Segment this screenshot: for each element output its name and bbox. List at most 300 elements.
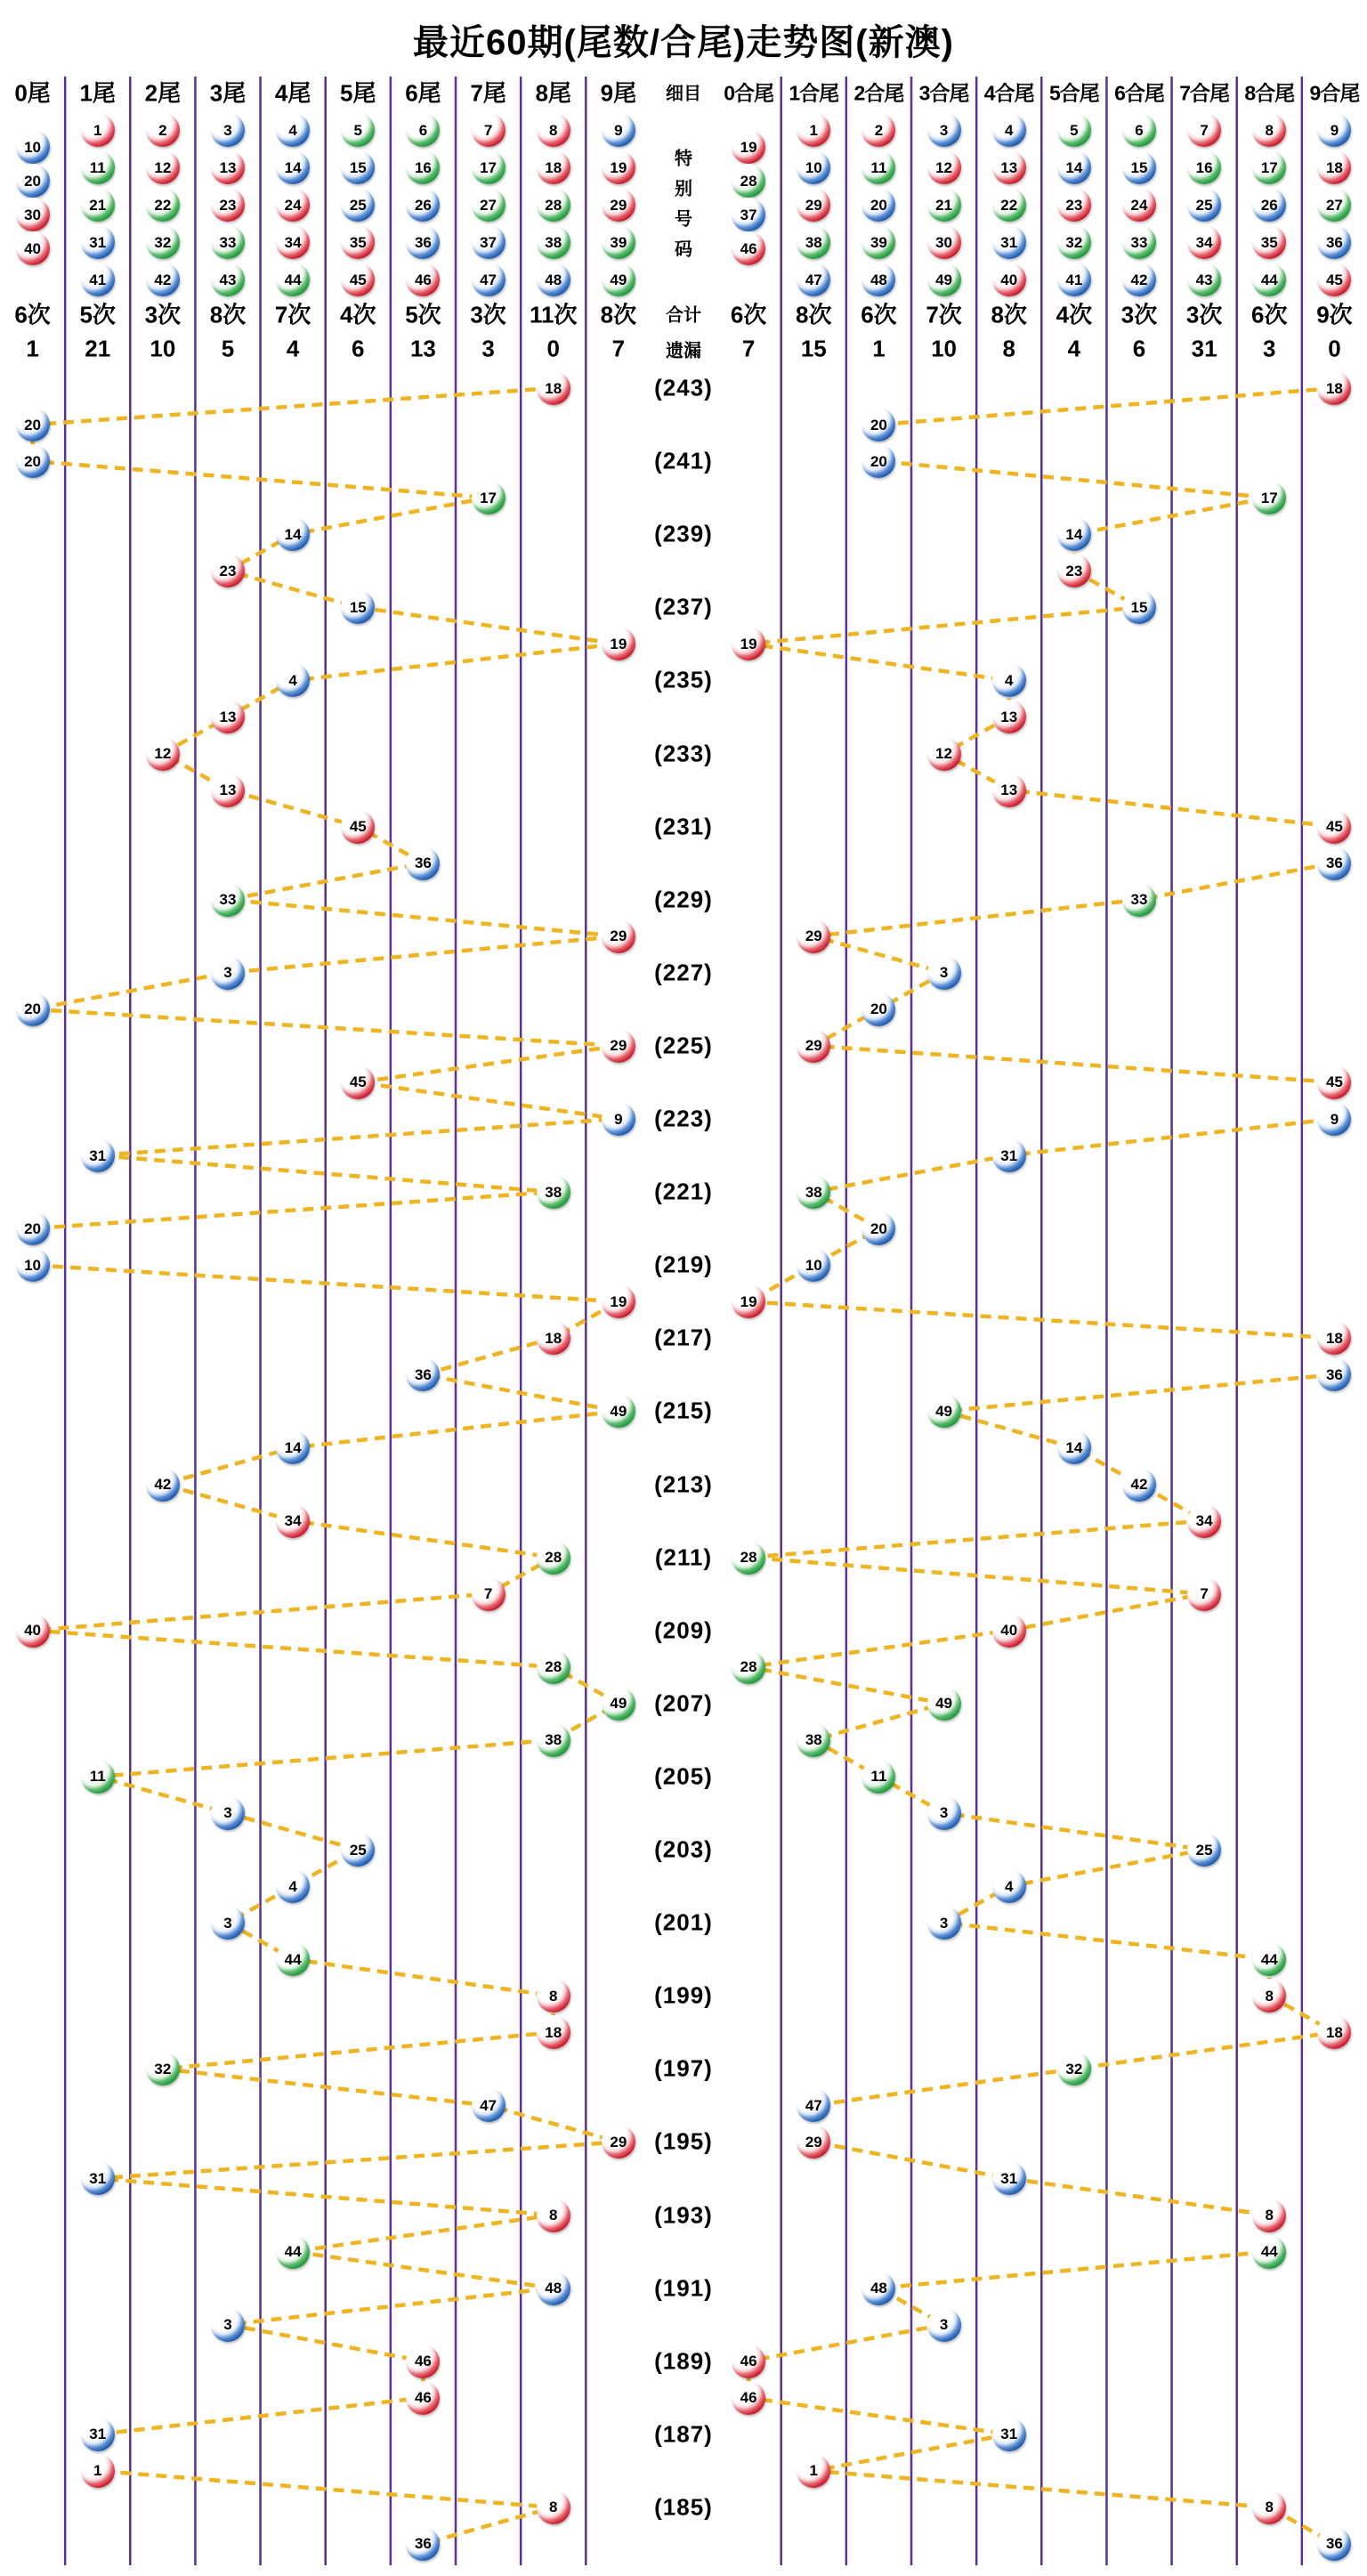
column-header-tail-7: 7尾: [470, 79, 506, 107]
legend-ball: 45: [341, 263, 375, 296]
sum-miss-cell: 31: [1191, 335, 1217, 362]
draw-ball-tail: 8: [537, 2199, 570, 2232]
period-label: (205): [654, 1762, 713, 1790]
draw-ball-tail: 20: [16, 444, 50, 478]
legend-ball: 37: [732, 198, 765, 231]
draw-ball-sumtail: 7: [1187, 1577, 1221, 1611]
draw-ball-sumtail: 13: [992, 700, 1026, 733]
legend-ball: 22: [992, 188, 1026, 222]
tail-miss-cell: 0: [546, 335, 560, 362]
legend-ball: 19: [602, 150, 635, 184]
legend-ball: 13: [211, 150, 245, 184]
legend-ball: 41: [81, 263, 115, 296]
legend-ball: 39: [861, 225, 895, 259]
draw-ball-tail: 23: [211, 554, 245, 587]
tail-count-cell: 3次: [470, 301, 506, 328]
legend-ball: 48: [537, 263, 570, 296]
period-label: (193): [654, 2201, 713, 2228]
sum-count-cell: 8次: [991, 301, 1027, 328]
period-label: (239): [654, 520, 713, 547]
draw-ball-sumtail: 36: [1317, 847, 1351, 880]
legend-ball: 2: [861, 113, 895, 147]
legend-ball: 27: [472, 188, 506, 222]
legend-ball: 38: [797, 225, 830, 259]
draw-ball-tail: 46: [406, 2381, 440, 2415]
draw-ball-tail: 42: [146, 1468, 180, 1502]
legend-ball: 41: [1057, 263, 1091, 296]
period-label: (187): [654, 2420, 713, 2448]
draw-ball-tail: 20: [16, 992, 50, 1026]
legend-ball: 16: [1187, 150, 1221, 184]
legend-ball: 24: [276, 188, 310, 222]
column-header-sum-7: 7合尾: [1179, 81, 1230, 105]
draw-ball-tail: 14: [276, 1430, 310, 1464]
legend-ball: 19: [732, 130, 765, 164]
tail-count-cell: 5次: [405, 301, 441, 328]
legend-ball: 12: [146, 150, 180, 184]
legend-ball: 35: [1252, 225, 1286, 259]
draw-ball-sumtail: 23: [1057, 554, 1091, 587]
draw-ball-tail: 36: [406, 1357, 440, 1391]
draw-ball-sumtail: 8: [1252, 2491, 1286, 2524]
sum-miss-cell: 6: [1132, 335, 1146, 362]
legend-ball: 5: [341, 113, 375, 147]
period-label: (195): [654, 2127, 713, 2155]
sum-miss-cell: 0: [1328, 335, 1341, 362]
column-header-sum-9: 9合尾: [1309, 81, 1360, 105]
legend-ball: 6: [406, 113, 440, 147]
legend-ball: 36: [406, 225, 440, 259]
draw-ball-sumtail: 20: [861, 992, 895, 1026]
period-label: (207): [654, 1689, 713, 1717]
draw-ball-sumtail: 14: [1057, 517, 1091, 551]
legend-ball: 39: [602, 225, 635, 259]
legend-ball: 20: [861, 188, 895, 222]
draw-ball-sumtail: 3: [927, 2308, 961, 2342]
legend-ball: 47: [472, 263, 506, 296]
draw-ball-sumtail: 18: [1317, 1321, 1351, 1355]
sum-miss-cell: 1: [872, 335, 886, 362]
draw-ball-sumtail: 46: [732, 2381, 765, 2415]
tail-count-cell: 3次: [144, 301, 182, 328]
draw-ball-tail: 3: [211, 956, 245, 990]
draw-ball-tail: 3: [211, 1906, 245, 1940]
draw-ball-sumtail: 31: [992, 1138, 1026, 1172]
sum-miss-cell: 4: [1067, 335, 1081, 362]
legend-ball: 42: [1122, 263, 1156, 296]
tail-miss-cell: 13: [409, 335, 436, 362]
legend-ball: 31: [992, 225, 1026, 259]
draw-ball-sumtail: 4: [992, 663, 1026, 697]
legend-ball: 43: [1187, 263, 1221, 296]
period-label: (235): [654, 666, 713, 693]
draw-ball-tail: 9: [602, 1102, 635, 1136]
legend-ball: 34: [1187, 225, 1221, 259]
sum-count-cell: 3次: [1185, 301, 1223, 328]
draw-ball-sumtail: 8: [1252, 1979, 1286, 2013]
period-label: (221): [654, 1178, 713, 1205]
draw-ball-tail: 45: [341, 810, 375, 844]
period-label: (219): [654, 1251, 713, 1278]
period-label: (191): [654, 2274, 713, 2302]
draw-ball-tail: 18: [537, 371, 570, 405]
draw-ball-tail: 19: [602, 1284, 635, 1318]
legend-ball: 6: [1122, 113, 1156, 147]
draw-ball-tail: 15: [341, 590, 375, 624]
draw-ball-sumtail: 4: [992, 1869, 1026, 1903]
draw-ball-tail: 34: [276, 1504, 310, 1538]
draw-ball-sumtail: 28: [732, 1541, 765, 1575]
column-header-sum-1: 1合尾: [789, 81, 839, 105]
draw-ball-sumtail: 46: [732, 2345, 765, 2378]
legend-ball: 3: [927, 113, 961, 147]
legend-ball: 17: [472, 150, 506, 184]
draw-ball-tail: 13: [211, 700, 245, 733]
draw-ball-sumtail: 44: [1252, 1942, 1286, 1976]
sum-count-cell: 9次: [1316, 301, 1353, 328]
draw-ball-sumtail: 31: [992, 2418, 1026, 2451]
tail-miss-cell: 3: [481, 335, 495, 362]
draw-ball-tail: 25: [341, 1833, 375, 1867]
draw-ball-tail: 31: [81, 2161, 115, 2195]
period-label: (227): [654, 959, 713, 986]
column-header-detail: 细目: [666, 84, 701, 104]
draw-ball-sumtail: 19: [732, 1284, 765, 1318]
draw-ball-sumtail: 20: [861, 1211, 895, 1245]
draw-ball-tail: 4: [276, 663, 310, 697]
draw-ball-sumtail: 13: [992, 774, 1026, 807]
period-label: (229): [654, 886, 713, 913]
draw-ball-sumtail: 18: [1317, 371, 1351, 405]
draw-ball-tail: 18: [537, 1321, 570, 1355]
draw-ball-sumtail: 20: [861, 408, 895, 441]
legend-ball: 9: [1317, 113, 1351, 147]
legend-ball: 31: [81, 225, 115, 259]
legend-ball: 25: [1187, 188, 1221, 222]
legend-ball: 11: [81, 150, 115, 184]
legend-ball: 25: [341, 188, 375, 222]
legend-ball: 32: [1057, 225, 1091, 259]
draw-ball-sumtail: 28: [732, 1650, 765, 1684]
legend-ball: 28: [537, 188, 570, 222]
legend-ball: 36: [1317, 225, 1351, 259]
draw-ball-tail: 36: [406, 2527, 440, 2561]
column-header-tail-8: 8尾: [535, 79, 571, 107]
legend-ball: 29: [797, 188, 830, 222]
column-header-tail-0: 0尾: [14, 79, 51, 107]
draw-ball-sumtail: 15: [1122, 590, 1156, 624]
draw-ball-tail: 20: [16, 1211, 50, 1245]
draw-ball-sumtail: 3: [927, 956, 961, 990]
legend-ball: 33: [1122, 225, 1156, 259]
draw-ball-sumtail: 12: [927, 737, 961, 771]
legend-ball: 38: [537, 225, 570, 259]
draw-ball-tail: 7: [472, 1577, 506, 1611]
column-header-tail-6: 6尾: [405, 79, 441, 107]
draw-ball-sumtail: 36: [1317, 2527, 1351, 2561]
sum-count-cell: 3次: [1120, 301, 1158, 328]
column-header-tail-9: 9尾: [600, 79, 637, 107]
legend-ball: 8: [1252, 113, 1286, 147]
legend-ball: 2: [146, 113, 180, 147]
legend-ball: 15: [341, 150, 375, 184]
draw-ball-sumtail: 49: [927, 1394, 961, 1428]
legend-ball: 29: [602, 188, 635, 222]
draw-ball-sumtail: 9: [1317, 1102, 1351, 1136]
period-label: (217): [654, 1324, 713, 1351]
draw-ball-sumtail: 44: [1252, 2235, 1286, 2269]
legend-ball: 37: [472, 225, 506, 259]
draw-ball-sumtail: 34: [1187, 1504, 1221, 1538]
draw-ball-sumtail: 1: [797, 2454, 830, 2488]
draw-ball-tail: 31: [81, 2418, 115, 2451]
draw-ball-sumtail: 38: [797, 1723, 830, 1757]
legend-ball: 30: [16, 198, 50, 231]
legend-ball: 12: [927, 150, 961, 184]
legend-ball: 44: [1252, 263, 1286, 296]
legend-ball: 43: [211, 263, 245, 296]
draw-ball-sumtail: 31: [992, 2161, 1026, 2195]
draw-ball-tail: 40: [16, 1614, 50, 1648]
draw-ball-tail: 29: [602, 2125, 635, 2159]
legend-ball: 26: [406, 188, 440, 222]
draw-ball-sumtail: 42: [1122, 1468, 1156, 1502]
period-label: (209): [654, 1616, 713, 1644]
legend-ball: 1: [797, 113, 830, 147]
legend-ball: 30: [927, 225, 961, 259]
draw-ball-tail: 32: [146, 2052, 180, 2086]
draw-ball-tail: 11: [81, 1760, 115, 1794]
legend-ball: 13: [992, 150, 1026, 184]
draw-ball-tail: 49: [602, 1687, 635, 1721]
draw-ball-sumtail: 3: [927, 1796, 961, 1830]
draw-ball-tail: 49: [602, 1394, 635, 1428]
tail-miss-cell: 6: [352, 335, 365, 362]
draw-ball-tail: 31: [81, 1138, 115, 1172]
draw-ball-sumtail: 18: [1317, 2015, 1351, 2049]
page-title: 最近60期(尾数/合尾)走势图(新澳): [413, 23, 954, 62]
sum-count-cell: 6次: [730, 301, 767, 328]
period-label: (201): [654, 1908, 713, 1936]
legend-ball: 44: [276, 263, 310, 296]
draw-ball-sumtail: 29: [797, 1029, 830, 1063]
column-header-sum-6: 6合尾: [1114, 81, 1164, 105]
sum-count-cell: 7次: [926, 301, 962, 328]
column-header-tail-5: 5尾: [340, 79, 376, 107]
legend-ball: 45: [1317, 263, 1351, 296]
legend-ball: 46: [406, 263, 440, 296]
tail-count-cell: 6次: [14, 301, 51, 328]
draw-ball-tail: 18: [537, 2015, 570, 2049]
legend-ball: 5: [1057, 113, 1091, 147]
draw-ball-tail: 29: [602, 919, 635, 953]
draw-ball-tail: 48: [537, 2272, 570, 2305]
period-label: (189): [654, 2347, 713, 2375]
draw-ball-tail: 28: [537, 1650, 570, 1684]
sum-miss-cell: 15: [800, 335, 827, 362]
column-header-tail-3: 3尾: [209, 79, 247, 107]
sum-count-cell: 6次: [861, 301, 897, 328]
legend-ball: 7: [1187, 113, 1221, 147]
tail-miss-cell: 4: [286, 335, 300, 362]
legend-ball: 10: [16, 130, 50, 164]
tail-miss-cell: 10: [150, 335, 176, 362]
draw-ball-tail: 13: [211, 774, 245, 807]
legend-ball: 47: [797, 263, 830, 296]
special-number-label-char: 特: [675, 149, 692, 169]
tail-miss-cell: 1: [26, 335, 39, 362]
column-header-tail-4: 4尾: [274, 79, 311, 107]
period-label: (215): [654, 1397, 713, 1424]
sum-miss-cell: 7: [741, 335, 756, 362]
tail-count-cell: 8次: [600, 301, 637, 328]
draw-ball-sumtail: 29: [797, 2125, 830, 2159]
legend-ball: 21: [81, 188, 115, 222]
draw-ball-sumtail: 36: [1317, 1357, 1351, 1391]
legend-ball: 16: [406, 150, 440, 184]
legend-ball: 4: [992, 113, 1026, 147]
legend-ball: 40: [992, 263, 1026, 296]
legend-ball: 34: [276, 225, 310, 259]
column-header-tail-1: 1尾: [79, 79, 116, 107]
legend-ball: 48: [861, 263, 895, 296]
sum-miss-cell: 3: [1263, 335, 1276, 362]
draw-ball-sumtail: 8: [1252, 2199, 1286, 2232]
draw-ball-sumtail: 45: [1317, 1065, 1351, 1099]
special-number-label-char: 码: [675, 239, 692, 260]
draw-ball-sumtail: 3: [927, 1906, 961, 1940]
period-label: (223): [654, 1105, 713, 1132]
legend-ball: 18: [1317, 150, 1351, 184]
legend-ball: 26: [1252, 188, 1286, 222]
legend-ball: 21: [927, 188, 961, 222]
legend-ball: 23: [1057, 188, 1091, 222]
draw-ball-sumtail: 20: [861, 444, 895, 478]
sum-miss-cell: 10: [931, 335, 958, 362]
draw-ball-tail: 45: [341, 1065, 375, 1099]
total-row-label: 合计: [666, 305, 701, 326]
period-label: (199): [654, 1981, 713, 2009]
legend-ball: 8: [537, 113, 570, 147]
draw-ball-sumtail: 40: [992, 1614, 1026, 1648]
legend-ball: 28: [732, 164, 765, 198]
draw-ball-sumtail: 38: [797, 1175, 830, 1209]
draw-ball-tail: 38: [537, 1723, 570, 1757]
legend-ball: 15: [1122, 150, 1156, 184]
column-header-sum-5: 5合尾: [1048, 81, 1099, 105]
draw-ball-sumtail: 47: [797, 2088, 830, 2122]
draw-ball-tail: 3: [211, 1796, 245, 1830]
legend-ball: 18: [537, 150, 570, 184]
draw-ball-tail: 8: [537, 1979, 570, 2013]
draw-ball-tail: 33: [211, 883, 245, 917]
column-header-sum-0: 0合尾: [724, 81, 774, 105]
legend-ball: 1: [81, 113, 115, 147]
legend-ball: 3: [211, 113, 245, 147]
draw-ball-sumtail: 19: [732, 627, 765, 660]
tail-miss-cell: 7: [611, 335, 626, 362]
period-label: (243): [654, 374, 713, 401]
tail-count-cell: 8次: [209, 301, 247, 328]
legend-ball: 23: [211, 188, 245, 222]
column-header-sum-2: 2合尾: [853, 81, 904, 105]
draw-ball-tail: 4: [276, 1869, 310, 1903]
draw-ball-tail: 14: [276, 517, 310, 551]
legend-ball: 22: [146, 188, 180, 222]
legend-ball: 32: [146, 225, 180, 259]
draw-ball-tail: 46: [406, 2345, 440, 2378]
period-label: (233): [654, 740, 713, 766]
sum-count-cell: 4次: [1056, 301, 1093, 328]
legend-ball: 49: [927, 263, 961, 296]
legend-ball: 33: [211, 225, 245, 259]
sum-count-cell: 6次: [1251, 301, 1288, 328]
draw-ball-tail: 28: [537, 1541, 570, 1575]
draw-ball-tail: 44: [276, 2235, 310, 2269]
period-label: (241): [654, 447, 713, 474]
draw-ball-sumtail: 17: [1252, 481, 1286, 514]
draw-ball-tail: 47: [472, 2088, 506, 2122]
legend-ball: 27: [1317, 188, 1351, 222]
legend-ball: 35: [341, 225, 375, 259]
draw-ball-tail: 8: [537, 2491, 570, 2524]
draw-ball-sumtail: 49: [927, 1687, 961, 1721]
draw-ball-tail: 20: [16, 408, 50, 441]
tail-count-cell: 7次: [274, 301, 311, 328]
column-header-tail-2: 2尾: [144, 79, 182, 107]
draw-ball-tail: 3: [211, 2308, 245, 2342]
draw-ball-tail: 29: [602, 1029, 635, 1063]
column-header-sum-4: 4合尾: [983, 81, 1034, 105]
period-label: (185): [654, 2493, 713, 2521]
draw-ball-sumtail: 29: [797, 919, 830, 953]
draw-ball-tail: 36: [406, 847, 440, 880]
period-label: (197): [654, 2054, 713, 2082]
period-label: (203): [654, 1835, 713, 1863]
legend-ball: 11: [861, 150, 895, 184]
legend-ball: 17: [1252, 150, 1286, 184]
period-label: (237): [654, 593, 713, 620]
legend-ball: 49: [602, 263, 635, 296]
legend-ball: 9: [602, 113, 635, 147]
draw-ball-tail: 17: [472, 481, 506, 514]
draw-ball-sumtail: 45: [1317, 810, 1351, 844]
draw-ball-sumtail: 25: [1187, 1833, 1221, 1867]
draw-ball-sumtail: 33: [1122, 883, 1156, 917]
draw-ball-tail: 44: [276, 1942, 310, 1976]
draw-ball-tail: 19: [602, 627, 635, 660]
draw-ball-tail: 38: [537, 1175, 570, 1209]
legend-ball: 20: [16, 164, 50, 198]
column-header-sum-3: 3合尾: [918, 81, 969, 105]
column-header-sum-8: 8合尾: [1244, 81, 1295, 105]
special-number-label-char: 别: [675, 179, 692, 199]
tail-miss-cell: 21: [85, 335, 111, 362]
draw-ball-sumtail: 32: [1057, 2052, 1091, 2086]
miss-row-label: 遗漏: [666, 341, 701, 361]
legend-ball: 14: [1057, 150, 1091, 184]
legend-ball: 46: [732, 231, 765, 265]
legend-ball: 7: [472, 113, 506, 147]
period-label: (211): [654, 1543, 713, 1571]
legend-ball: 4: [276, 113, 310, 147]
draw-ball-tail: 10: [16, 1248, 50, 1282]
tail-count-cell: 5次: [79, 301, 116, 328]
sum-count-cell: 8次: [796, 301, 832, 328]
legend-ball: 14: [276, 150, 310, 184]
legend-ball: 24: [1122, 188, 1156, 222]
period-label: (213): [654, 1470, 713, 1497]
